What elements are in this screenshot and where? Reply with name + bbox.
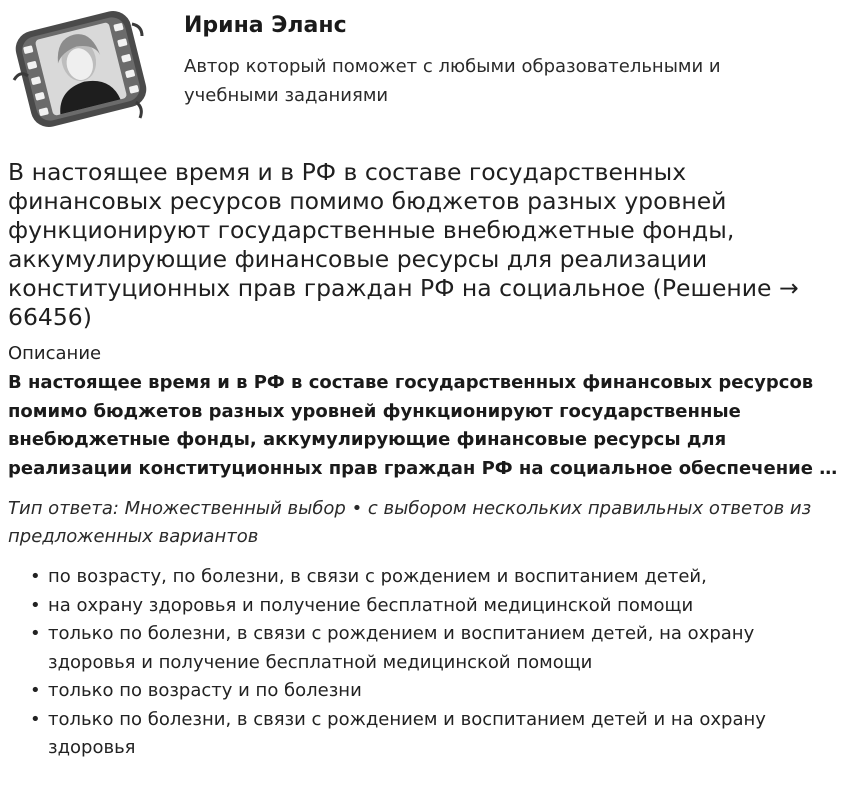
bullet-icon: •: [30, 623, 41, 644]
bullet-icon: •: [30, 708, 41, 730]
answer-options-list: [8, 563, 839, 763]
bullet-icon: •: [30, 680, 41, 701]
answer-option: [8, 592, 839, 621]
answer-option-text: только по возрасту и по болезни: [48, 680, 362, 701]
author-description: Автор который поможет с любыми образовательными и учебными заданиями: [184, 56, 721, 106]
bullet-icon: •: [30, 594, 41, 616]
description-text: В настоящее время и в РФ в составе государственных финансовых ресурсов помимо бюджетов разных уровней функционируют государственные внебюджетные фонды, аккумулирующие финансовые ресурсы для реализации конституционных прав граждан РФ на социальное обеспечение …: [8, 372, 838, 479]
answer-option-text: только по болезни, в связи с рождением и воспитанием детей и на охрану здоровья: [48, 708, 766, 758]
author-card: [8, 8, 839, 130]
author-avatar: [8, 10, 154, 128]
answer-option-text: только по болезни, в связи с рождением и воспитанием детей, на охрану здоровья и получение бесплатной медицинской помощи: [48, 623, 755, 673]
author-name[interactable]: Ирина Эланс: [184, 13, 347, 38]
author-info: [184, 12, 804, 110]
bullet-icon: •: [30, 566, 41, 587]
answer-option-text: на охрану здоровья и получение бесплатной медицинской помощи: [48, 594, 694, 616]
answer-option-text: по возрасту, по болезни, в связи с рождением и воспитанием детей,: [48, 566, 707, 587]
answer-option: [8, 563, 839, 592]
answer-option: [8, 677, 839, 706]
film-strip-portrait-avatar-icon: [8, 10, 154, 128]
answer-type: Тип ответа: Множественный выбор • с выбором нескольких правильных ответов из предложенных вариантов: [8, 498, 812, 547]
answer-option: [8, 620, 839, 677]
description-label: Описание: [8, 343, 102, 364]
question-title: В настоящее время и в РФ в составе государственных финансовых ресурсов помимо бюджетов разных уровней функционируют государственные внебюджетные фонды, аккумулирующие финансовые ресурсы для реализации конституционных прав граждан РФ на социальное (Решение → 66456): [8, 158, 799, 331]
answer-option: [8, 706, 839, 763]
